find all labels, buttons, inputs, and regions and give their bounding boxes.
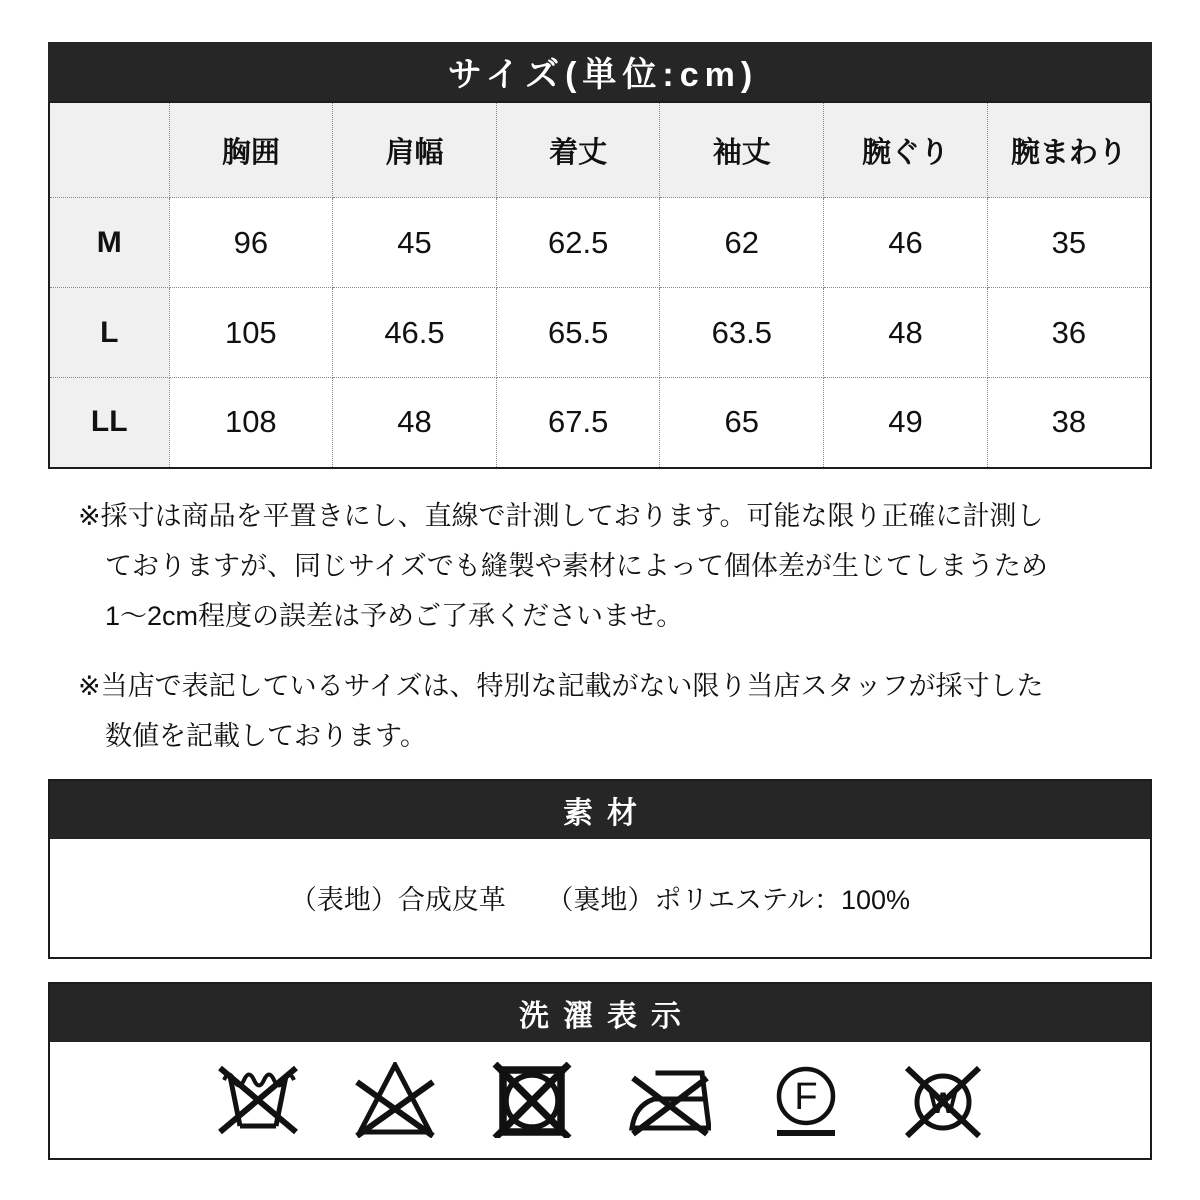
material-text: （表地）合成皮革 （裏地）ポリエステル：100% — [289, 885, 911, 915]
size-table — [48, 101, 1152, 469]
do-not-wet-clean-icon — [901, 1062, 985, 1138]
laundry-symbols-row — [50, 1042, 1150, 1158]
size-label: L — [49, 288, 169, 378]
column-header: 着丈 — [496, 102, 660, 198]
table-row — [49, 198, 1151, 288]
do-not-tumble-dry-icon — [490, 1062, 574, 1138]
size-title: サイズ(単位:cm) — [447, 56, 759, 94]
note-line: ※採寸は商品を平置きにし、直線で計測しております。可能な限り正確に計測し — [78, 500, 1044, 531]
size-value: 65.5 — [496, 288, 660, 378]
column-header: 腕ぐり — [824, 102, 988, 198]
laundry-title: 洗濯表示 — [519, 999, 695, 1033]
size-value: 35 — [987, 198, 1151, 288]
laundry-section — [48, 982, 1152, 1160]
size-value: 105 — [169, 288, 333, 378]
column-header: 袖丈 — [660, 102, 824, 198]
size-table-header — [49, 102, 1151, 198]
material-body — [50, 839, 1150, 957]
laundry-title-bar — [50, 984, 1150, 1042]
size-value: 65 — [660, 378, 824, 468]
size-value: 48 — [824, 288, 988, 378]
note-line: ておりますが、同じサイズでも縫製や素材によって個体差が生じてしまうため — [105, 550, 1048, 581]
do-not-iron-icon — [627, 1062, 711, 1138]
size-title-bar — [48, 42, 1152, 101]
size-value: 46.5 — [333, 288, 497, 378]
corner-cell — [49, 102, 169, 198]
note-line: 1〜2cm程度の誤差は予めご了承くださいませ。 — [105, 600, 684, 631]
column-header: 腕まわり — [987, 102, 1151, 198]
material-section — [48, 779, 1152, 959]
column-header: 胸囲 — [169, 102, 333, 198]
note-line: 数値を記載しております。 — [105, 720, 427, 751]
do-not-wash-icon — [216, 1062, 300, 1138]
column-header: 肩幅 — [333, 102, 497, 198]
material-title: 素材 — [563, 796, 651, 830]
material-title-bar — [50, 781, 1150, 839]
size-value: 62 — [660, 198, 824, 288]
size-value: 45 — [333, 198, 497, 288]
do-not-bleach-icon — [353, 1062, 437, 1138]
size-value: 108 — [169, 378, 333, 468]
size-value: 63.5 — [660, 288, 824, 378]
product-size-chart — [48, 0, 1152, 1160]
sizing-staff-note — [78, 661, 1098, 761]
size-value: 67.5 — [496, 378, 660, 468]
size-value: 48 — [333, 378, 497, 468]
size-value: 36 — [987, 288, 1151, 378]
table-row — [49, 378, 1151, 468]
wet-clean-letter: W — [928, 1086, 957, 1120]
size-label: M — [49, 198, 169, 288]
dry-clean-letter: F — [793, 1075, 818, 1118]
size-value: 49 — [824, 378, 988, 468]
dry-clean-petroleum-F-icon — [764, 1062, 848, 1138]
header-row — [49, 102, 1151, 198]
table-row — [49, 288, 1151, 378]
measurement-note — [78, 491, 1098, 641]
size-section — [48, 42, 1152, 469]
size-value: 38 — [987, 378, 1151, 468]
size-label: LL — [49, 378, 169, 468]
note-line: ※当店で表記しているサイズは、特別な記載がない限り当店スタッフが採寸した — [78, 670, 1044, 701]
size-value: 62.5 — [496, 198, 660, 288]
size-value: 96 — [169, 198, 333, 288]
size-value: 46 — [824, 198, 988, 288]
